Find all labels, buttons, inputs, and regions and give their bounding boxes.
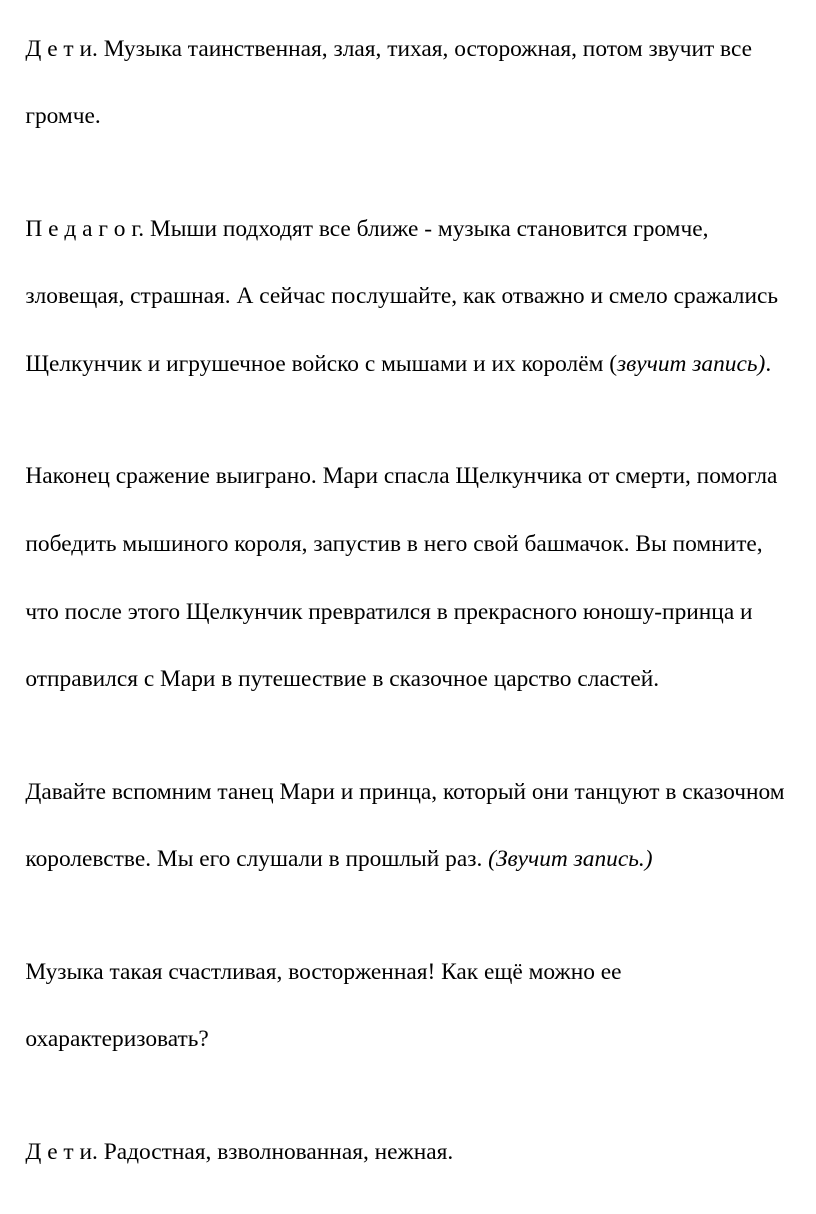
text-line: П е д а г о г. Мыши подходят все ближе - музыка становится громче, [25,215,709,242]
text-line: Давайте вспомним танец Мари и принца, который они танцуют в сказочном [25,778,785,805]
paragraph-narration [2,427,814,731]
text-line-suffix: . [765,350,772,377]
paragraph-question [2,922,814,1091]
text-line: Щелкунчик и игрушечное войско с мышами и их королём ( [25,350,618,377]
text-line: зловещая, страшная. А сейчас послушайте, как отважно и смело сражались [25,283,779,310]
text-line: охарактеризовать? [25,1026,209,1053]
text-line: Наконец сражение выиграно. Мари спасла Щелкунчика от смерти, помогла [25,463,778,490]
paragraph-dance-recall [2,742,814,911]
document-page [2,0,814,1214]
text-line: отправился с Мари в путешествие в сказочное царство сластей. [25,666,660,693]
stage-direction: (Звучит запись.) [488,846,653,873]
text-line: Д е т и. Радостная, взволнованная, нежная. [25,1138,454,1165]
text-line: громче. [25,103,101,130]
paragraph-children-reply-2 [2,1102,814,1203]
text-line: что после этого Щелкунчик превратился в прекрасного юношу-принца и [25,598,753,625]
text-line: Музыка такая счастливая, восторженная! Как ещё можно ее [25,958,622,985]
text-line: королевстве. Мы его слушали в прошлый раз. [25,846,489,873]
text-line: победить мышиного короля, запустив в него свой башмачок. Вы помните, [25,530,763,557]
stage-direction: звучит запись) [617,350,766,377]
paragraph-teacher-1 [2,179,814,416]
text-line: Д е т и. Музыка таинственная, злая, тихая, осторожная, потом звучит все [25,35,753,62]
paragraph-children-reply-1 [2,0,814,168]
